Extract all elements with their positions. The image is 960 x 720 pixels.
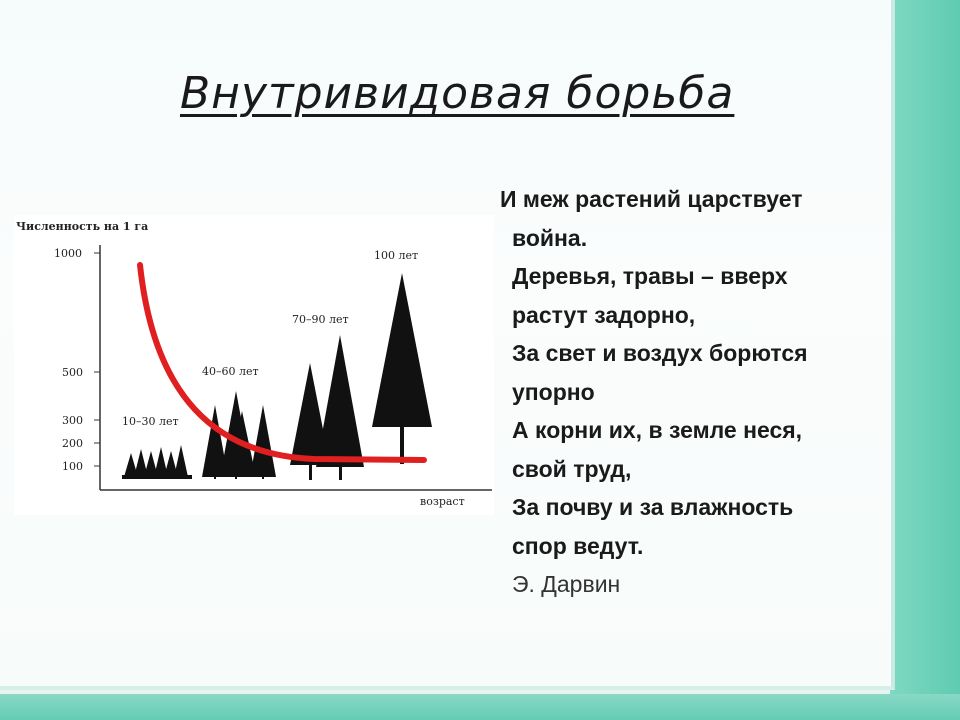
tree-icon [174, 445, 188, 477]
x-axis-label: возраст [420, 495, 465, 508]
poem [500, 180, 880, 604]
y-tick-label: 500 [62, 366, 83, 379]
tree-trunk [235, 465, 237, 479]
group-label-old: 100 лет [374, 249, 419, 262]
tree-icon [316, 335, 364, 467]
young-trees [122, 445, 192, 479]
poem-line: война. [512, 224, 588, 251]
poem-line: За почву и за влажность [512, 494, 794, 520]
poem-author: Э. Дарвин [512, 571, 621, 597]
ground [122, 475, 192, 479]
group-label-young: 10–30 лет [122, 415, 179, 428]
population-figure [14, 215, 494, 515]
teal-border-right [890, 0, 960, 720]
poem-line: спор ведут. [512, 532, 644, 559]
y-tick-label: 300 [62, 414, 83, 427]
population-curve [140, 265, 424, 460]
poem-line: И меж растений царствует [500, 186, 803, 212]
y-tick-label: 200 [62, 437, 83, 450]
y-axis-label: Численность на 1 га [16, 220, 149, 233]
y-tick-label: 100 [62, 460, 83, 473]
old-tree [372, 273, 432, 464]
poem-line: растут задорно, [512, 301, 696, 328]
poem-line: Деревья, травы – вверх [512, 263, 788, 289]
teal-border-bottom [0, 694, 960, 720]
tree-trunk [309, 460, 312, 480]
figure-svg [14, 215, 494, 515]
tree-trunk [262, 465, 264, 479]
poem-line: А корни их, в земле неся, [512, 417, 803, 443]
slide-title: Внутривидовая борьба [180, 68, 735, 119]
tree-icon [372, 273, 432, 427]
poem-line: упорно [512, 378, 595, 405]
middle-trees [202, 391, 276, 479]
group-label-mature: 70–90 лет [292, 313, 349, 326]
poem-line: свой труд, [512, 455, 632, 482]
tree-trunk [214, 465, 216, 479]
group-label-middle: 40–60 лет [202, 365, 259, 378]
poem-line: За свет и воздух борются [512, 340, 808, 366]
y-tick-label: 1000 [54, 247, 82, 260]
tree-trunk [339, 460, 342, 480]
